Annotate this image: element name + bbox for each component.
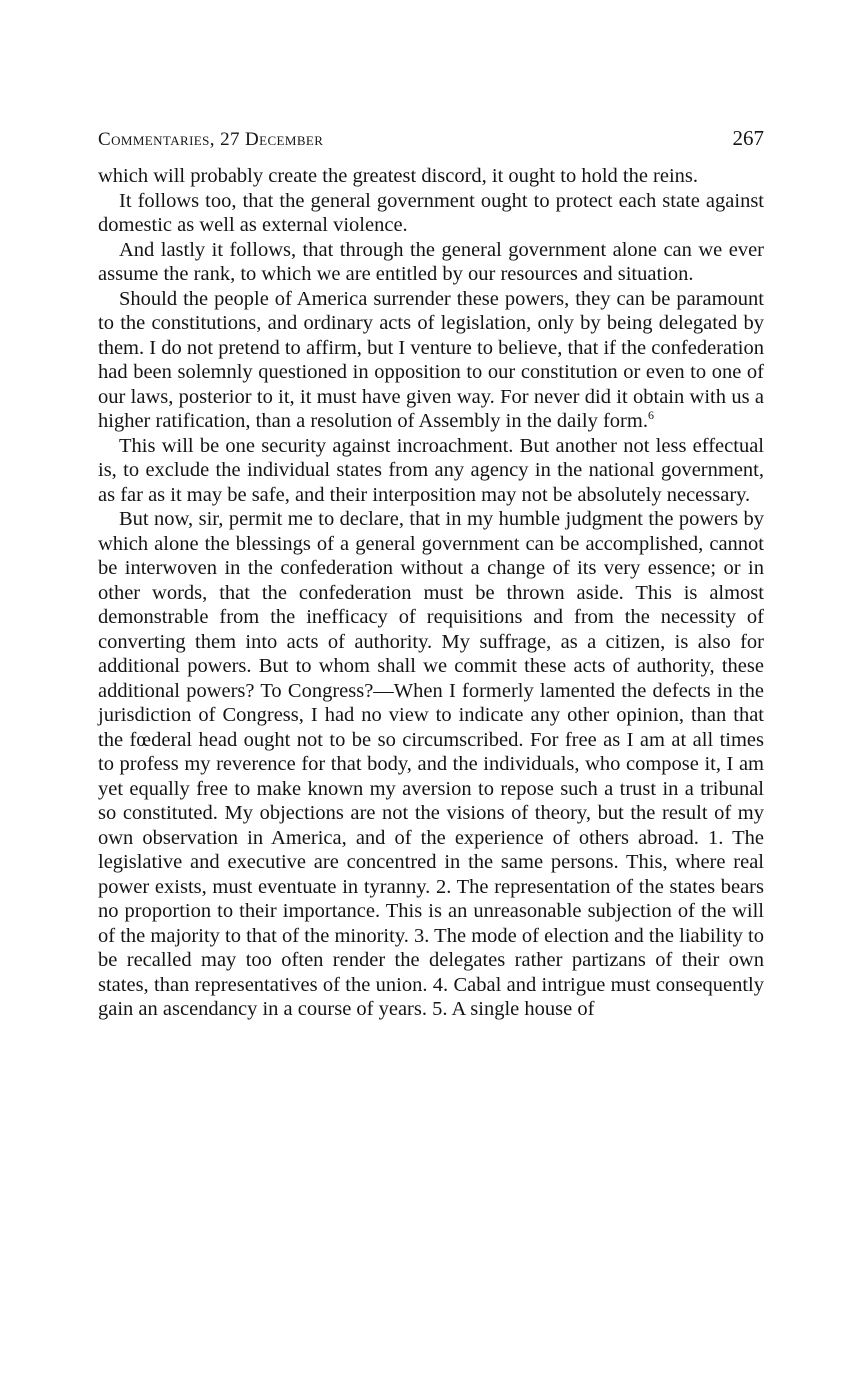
page-header [98,126,764,164]
paragraph-1-text: which will probably create the greatest discord, it ought to hold the reins. [98,165,699,187]
paragraph-6 [98,507,764,1022]
book-page [98,126,764,1022]
paragraph-5 [98,434,764,508]
paragraph-2 [98,189,764,238]
paragraph-6-text: But now, sir, permit me to declare, that in my humble judgment the powers by which alone the blessings of a general government can be accomplished, cannot be interwoven in the confederation without a change of its very essence; or in other words, that the confederation must be thrown aside. This is almost demonstrable from the inefficacy of requisitions and from the necessity of converting them into acts of authority. My suffrage, as a citizen, is also for additional powers. But to whom shall we commit these acts of authority, these additional powers? To Congress?—When I formerly lamented the defects in the jurisdiction of Congress, I had no view to indicate any other opinion, than that the fœderal head ought not to be so circumscribed. For free as I am at all times to profess my reverence for that body, and the individuals, who compose it, I am yet equally free to make known my aversion to repose such a trust in a tribunal so constituted. My objections are not the visions of theory, but the result of my own observation in America, and of the experience of others abroad. 1. The legislative and executive are concentred in the same persons. This, where real power exists, must eventuate in tyranny. 2. The representation of the states bears no proportion to their importance. This is an unreasonable subjection of the will of the majority to that of the minority. 3. The mode of election and the liability to be recalled may too often render the delegates rather partizans of their own states, than representatives of the union. 4. Cabal and intrigue must consequently gain an ascendancy in a course of years. 5. A single house of [98,508,764,1020]
page-number: 267 [732,126,764,150]
body-text [98,164,764,1022]
paragraph-3-text: And lastly it follows, that through the general government alone can we ever assume the rank, to which we are entitled by our resources and situation. [98,238,764,285]
paragraph-1 [98,164,764,189]
paragraph-4 [98,287,764,434]
paragraph-2-text: It follows too, that the general government ought to protect each state against domestic as well as external violence. [98,189,764,236]
paragraph-3 [98,238,764,287]
paragraph-5-text: This will be one security against incroachment. But another not less effectual is, to exclude the individual states from any agency in the national government, as far as it may be safe, and their interposition may not be absolutely necessary. [98,434,764,506]
footnote-reference: 6 [647,408,654,423]
paragraph-4-text: Should the people of America surrender these powers, they can be paramount to the constitutions, and ordinary acts of legislation, only by being delegated by them. I do not pretend to affirm, but I venture to believe, that if the confederation had been solemnly questioned in opposition to our constitution or even to one of our laws, posterior to it, it must have given way. For never did it obtain with us a higher ratification, than a resolution of Assembly in the daily form. [98,287,764,432]
running-head: Commentaries, 27 December [98,129,324,150]
